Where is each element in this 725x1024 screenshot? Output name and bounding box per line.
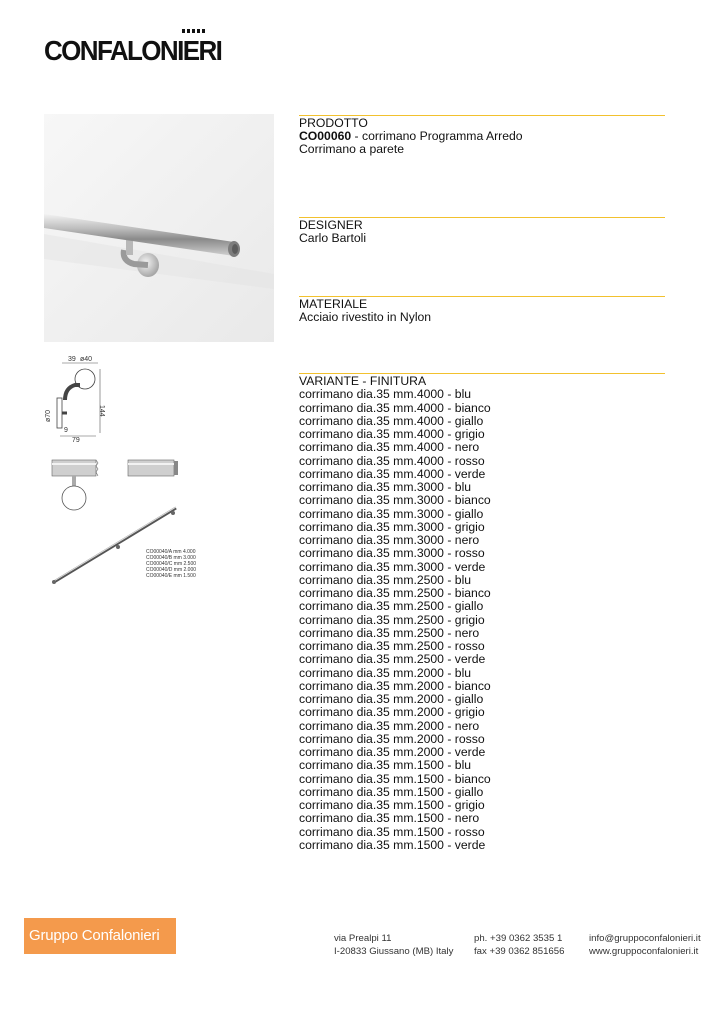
- variant-item: corrimano dia.35 mm.3000 - rosso: [299, 546, 485, 561]
- variant-item: corrimano dia.35 mm.4000 - bianco: [299, 400, 491, 415]
- variant-item: corrimano dia.35 mm.4000 - nero: [299, 440, 480, 455]
- footer-phone: ph. +39 0362 3535 1: [474, 933, 563, 944]
- designer-name: Carlo Bartoli: [299, 231, 367, 246]
- variant-item: corrimano dia.35 mm.2500 - grigio: [299, 612, 485, 627]
- variant-item: corrimano dia.35 mm.2000 - rosso: [299, 731, 485, 746]
- variant-item: corrimano dia.35 mm.3000 - grigio: [299, 519, 485, 534]
- product-code: CO00060: [299, 129, 352, 144]
- dim-79: 79: [72, 437, 80, 444]
- variant-item: corrimano dia.35 mm.1500 - blu: [299, 758, 472, 773]
- code-b: CO00040/B mm 3.000: [146, 555, 196, 561]
- variant-item: corrimano dia.35 mm.2000 - bianco: [299, 678, 491, 693]
- variant-item: corrimano dia.35 mm.4000 - giallo: [299, 413, 484, 428]
- variant-item: corrimano dia.35 mm.3000 - blu: [299, 480, 472, 494]
- variant-item: corrimano dia.35 mm.4000 - grigio: [299, 427, 485, 441]
- variant-item: corrimano dia.35 mm.3000 - giallo: [299, 506, 484, 521]
- dim-9: 9: [64, 427, 68, 434]
- variant-item: corrimano dia.35 mm.2000 - verde: [299, 745, 486, 759]
- variant-item: corrimano dia.35 mm.1500 - grigio: [299, 798, 485, 812]
- variant-item: corrimano dia.35 mm.2500 - nero: [299, 625, 480, 640]
- dim-70: ø70: [45, 409, 52, 422]
- technical-drawing: [40, 350, 220, 590]
- variant-item: corrimano dia.35 mm.2500 - blu: [299, 572, 472, 587]
- variant-item: corrimano dia.35 mm.2000 - blu: [299, 665, 472, 680]
- variant-item: corrimano dia.35 mm.4000 - rosso: [299, 453, 485, 468]
- footer-address-1: via Prealpi 11: [334, 933, 392, 944]
- variant-item: corrimano dia.35 mm.4000 - blu: [299, 387, 472, 402]
- material-heading: MATERIALE: [299, 297, 368, 311]
- code-d: CO00040/D mm 2.000: [146, 567, 197, 573]
- material-section: [299, 296, 665, 324]
- variant-item: corrimano dia.35 mm.2500 - bianco: [299, 586, 491, 600]
- product-section: [299, 115, 665, 157]
- code-e: CO00040/E mm 1.500: [146, 573, 196, 579]
- variant-item: corrimano dia.35 mm.3000 - nero: [299, 533, 480, 547]
- product-title-rest: - corrimano Programma Arredo: [351, 129, 523, 144]
- footer-address-2: I-20833 Giussano (MB) Italy: [334, 946, 454, 957]
- variant-item: corrimano dia.35 mm.1500 - verde: [299, 837, 486, 852]
- variant-item: corrimano dia.35 mm.2500 - verde: [299, 652, 486, 667]
- variant-item: corrimano dia.35 mm.2000 - grigio: [299, 705, 485, 720]
- variant-item: corrimano dia.35 mm.1500 - rosso: [299, 824, 485, 839]
- variant-item: corrimano dia.35 mm.3000 - verde: [299, 559, 486, 574]
- designer-section: [299, 217, 665, 245]
- variant-item: corrimano dia.35 mm.1500 - nero: [299, 811, 480, 826]
- variant-item: corrimano dia.35 mm.1500 - bianco: [299, 771, 491, 786]
- footer-email[interactable]: info@gruppoconfalonieri.it: [589, 933, 701, 944]
- footer-web[interactable]: www.gruppoconfalonieri.it: [589, 946, 699, 957]
- designer-heading: DESIGNER: [299, 218, 363, 232]
- dim-144: 144: [98, 405, 105, 417]
- product-heading: PRODOTTO: [299, 116, 368, 130]
- dim-40: ø40: [80, 356, 93, 363]
- variants-heading: VARIANTE - FINITURA: [299, 374, 427, 388]
- material-value: Acciaio rivestito in Nylon: [299, 310, 432, 325]
- variant-item: corrimano dia.35 mm.2500 - rosso: [299, 639, 485, 653]
- product-photo: [44, 114, 274, 342]
- dim-39: 39: [68, 356, 76, 363]
- code-c: CO00040/C mm 2.500: [146, 561, 197, 567]
- variant-item: corrimano dia.35 mm.4000 - verde: [299, 466, 486, 481]
- footer-fax: fax +39 0362 851656: [474, 946, 565, 957]
- brand-logo: [44, 34, 234, 67]
- variants-section: [299, 373, 665, 852]
- product-subtitle: Corrimano a parete: [299, 142, 404, 157]
- variant-item: corrimano dia.35 mm.2000 - giallo: [299, 692, 484, 706]
- footer-brand: Gruppo Confalonieri: [24, 918, 176, 954]
- variant-item: corrimano dia.35 mm.1500 - giallo: [299, 784, 484, 799]
- code-a: CO00040/A mm 4.000: [146, 549, 196, 555]
- variant-item: corrimano dia.35 mm.2500 - giallo: [299, 599, 484, 614]
- variant-item: corrimano dia.35 mm.2000 - nero: [299, 718, 480, 733]
- variant-item: corrimano dia.35 mm.3000 - bianco: [299, 493, 491, 508]
- logo-text: CONFALONIERI: [44, 34, 222, 67]
